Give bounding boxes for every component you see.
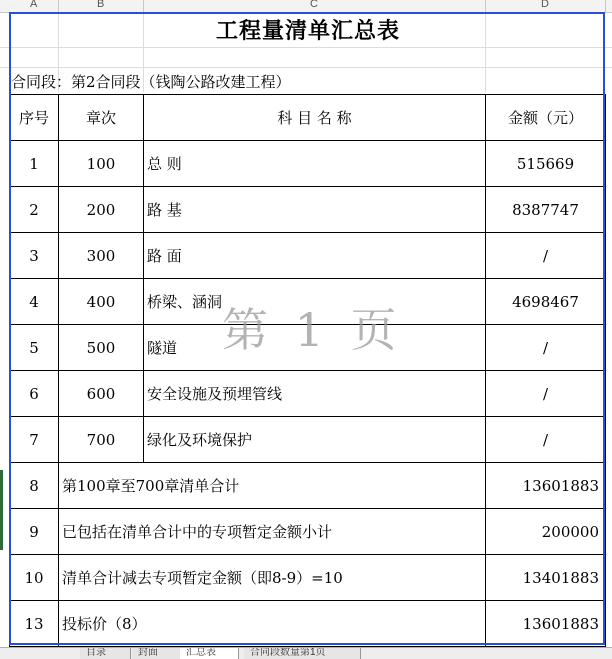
column-divider[interactable]: [143, 0, 144, 12]
cell-name[interactable]: 总 则: [144, 141, 486, 187]
summary-table: [9, 94, 606, 647]
gridline: [0, 67, 612, 68]
table-row: [10, 325, 606, 371]
cell-amount[interactable]: 200000: [486, 509, 606, 555]
column-header-c[interactable]: C: [310, 0, 318, 10]
table-row: [10, 371, 606, 417]
column-header-a[interactable]: A: [30, 0, 38, 10]
contract-label[interactable]: 合同段：第2合同段（钱陶公路改建工程）: [11, 73, 291, 91]
cell-seq[interactable]: 2: [10, 187, 59, 233]
cell-name[interactable]: 清单合计减去专项暂定金额（即8-9）=10: [59, 555, 486, 601]
column-header-d[interactable]: D: [541, 0, 549, 10]
table-row: [10, 233, 606, 279]
cell-amount[interactable]: /: [486, 233, 606, 279]
cell-name[interactable]: 隧道: [144, 325, 486, 371]
cell-seq[interactable]: 6: [10, 371, 59, 417]
cell-amount[interactable]: 8387747: [486, 187, 606, 233]
sheet-tab-cover[interactable]: 封面: [132, 648, 181, 659]
table-header-row: [10, 95, 606, 141]
cell-amount[interactable]: 13601883: [486, 463, 606, 509]
column-header-b[interactable]: B: [97, 0, 105, 10]
table-row: [10, 141, 606, 187]
table-row: [10, 187, 606, 233]
cell-seq[interactable]: 9: [10, 509, 59, 555]
summary-row: [10, 601, 606, 647]
column-header-bar: [0, 0, 612, 13]
cell-chapter[interactable]: 700: [59, 417, 144, 463]
sheet-tab-summary[interactable]: 汇总表: [180, 648, 239, 659]
cell-amount[interactable]: /: [486, 371, 606, 417]
cell-seq[interactable]: 13: [10, 601, 59, 647]
cell-seq[interactable]: 10: [10, 555, 59, 601]
cell-chapter[interactable]: 400: [59, 279, 144, 325]
cell-chapter[interactable]: 100: [59, 141, 144, 187]
cell-name[interactable]: 绿化及环境保护: [144, 417, 486, 463]
table-row: [10, 279, 606, 325]
cell-name[interactable]: 路 基: [144, 187, 486, 233]
summary-row: [10, 555, 606, 601]
sheet-tab-quantities[interactable]: 合同段数量第1页: [244, 648, 361, 659]
cell-name[interactable]: 安全设施及预埋管线: [144, 371, 486, 417]
cell-name[interactable]: 第100章至700章清单合计: [59, 463, 486, 509]
header-chapter[interactable]: 章次: [59, 95, 144, 141]
cell-chapter[interactable]: 300: [59, 233, 144, 279]
cell-chapter[interactable]: 600: [59, 371, 144, 417]
cell-amount[interactable]: /: [486, 417, 606, 463]
summary-row: [10, 509, 606, 555]
cell-chapter[interactable]: 500: [59, 325, 144, 371]
cell-name[interactable]: 路 面: [144, 233, 486, 279]
header-subject[interactable]: 科 目 名 称: [144, 95, 486, 141]
page-watermark: 第 1 页: [222, 303, 403, 357]
cell-seq[interactable]: 8: [10, 463, 59, 509]
cell-amount[interactable]: 515669: [486, 141, 606, 187]
column-divider[interactable]: [605, 0, 606, 12]
header-amount[interactable]: 金额（元）: [486, 95, 606, 141]
cell-chapter[interactable]: 200: [59, 187, 144, 233]
sheet-title[interactable]: 工程量清单汇总表: [215, 18, 400, 44]
gridline: [0, 47, 612, 48]
cell-amount[interactable]: 4698467: [486, 279, 606, 325]
cell-amount[interactable]: /: [486, 325, 606, 371]
table-row: [10, 417, 606, 463]
cell-name[interactable]: 桥梁、涵洞: [144, 279, 486, 325]
cell-seq[interactable]: 3: [10, 233, 59, 279]
sheet-tab-contents[interactable]: 目录: [80, 648, 131, 659]
header-seq[interactable]: 序号: [10, 95, 59, 141]
cell-name[interactable]: 投标价（8）: [59, 601, 486, 647]
column-divider[interactable]: [485, 0, 486, 12]
cell-seq[interactable]: 1: [10, 141, 59, 187]
sheet-tab-bar: [0, 647, 612, 659]
cell-seq[interactable]: 7: [10, 417, 59, 463]
cell-seq[interactable]: 4: [10, 279, 59, 325]
row-selection-marker: [0, 470, 3, 550]
cell-amount[interactable]: 13601883: [486, 601, 606, 647]
cell-seq[interactable]: 5: [10, 325, 59, 371]
column-divider[interactable]: [58, 0, 59, 12]
cell-name[interactable]: 已包括在清单合计中的专项暂定金额小计: [59, 509, 486, 555]
cell-amount[interactable]: 13401883: [486, 555, 606, 601]
summary-row: [10, 463, 606, 509]
